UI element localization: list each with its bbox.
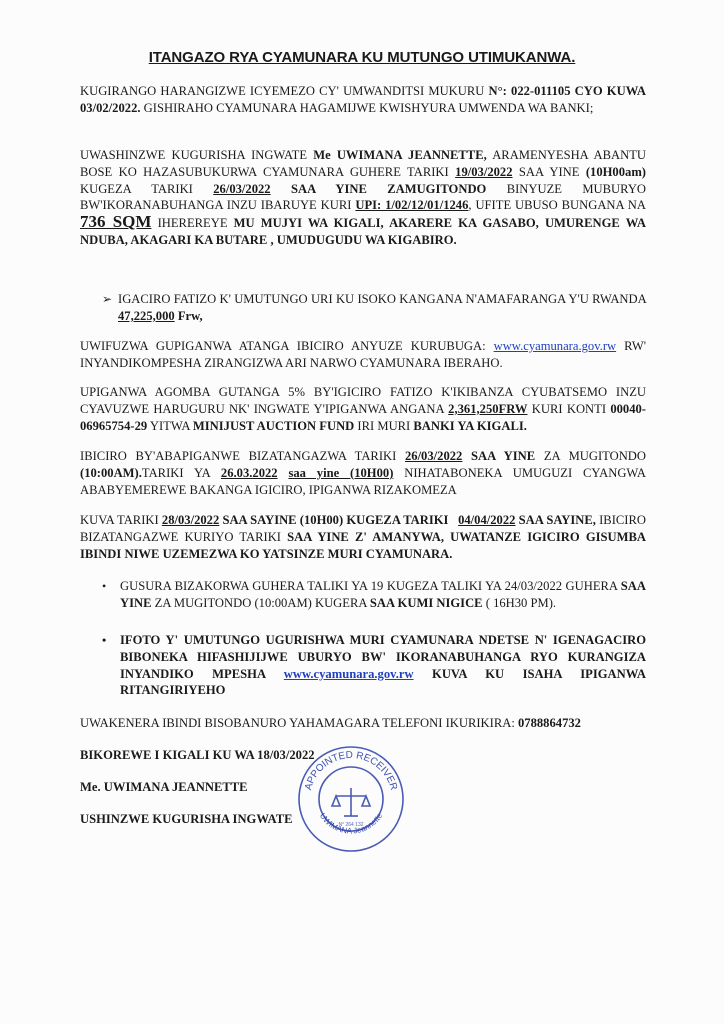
continuation-paragraph [80,512,646,562]
visit-start: SAA YINE [120,579,646,610]
stamp-top-text: APPOINTED RECEIVER [303,749,399,792]
official-stamp [296,744,406,854]
deposit-text-a: UPIGANWA AGOMBA GUTANGA 5% BY'IGICIRO FATIZO K'IKIBANZA CYUBATSEMO INZU CYAVUZWE HARUGURU NK' INGWATE Y'IPIGANWA ANGANA [80,385,646,416]
property-location: MU MUJYI WA KIGALI, AKARERE KA GASABO, UMURENGE WA NDUBA, AKAGARI KA BUTARE , UMUDUGUDU WA KIGABIRO. [80,216,646,247]
property-area: 736 SQM [80,212,152,232]
continuation-start-date: 28/03/2022 [161,513,220,527]
website-text-b: RW' INYANDIKOMPESHA ZIRANGIZWA ARI NARWO CYAMUNARA IBERAHO. [80,339,646,370]
document-title: ITANGAZO RYA CYAMUNARA KU MUTUNGO UTIMUKANWA. [148,49,576,66]
results-text-a: IBICIRO BY'ABAPIGANWE BIZATANGAZWA TARIKI [80,449,405,463]
start-date: 19/03/2022 [455,164,513,179]
signatory-role: USHINZWE KUGURISHA INGWATE [80,812,293,826]
results-text-c: ZA MUGITONDO [535,449,646,463]
photo-bullet [102,632,646,699]
property-upi: UPI: 1/02/12/01/1246 [355,198,469,213]
visit-end: SAA KUMI NIGICE [369,595,483,610]
photo-text-b: KUVA KU ISAHA IPIGANWA RITANGIRIYEHO [120,666,646,698]
auction-text-a: UWASHINZWE KUGURISHA INGWATE [80,148,314,162]
visit-bullet [102,578,646,612]
results-text-f: NIHATABONEKA UMUGUZI CYANGWA ABABYEMEREWE BAKANGA IGICIRO, IPIGANWA RIZAKOMEZA [80,465,647,497]
fund-name: MINIJUST AUCTION FUND [192,418,355,433]
auction-text-d: KUGEZA TARIKI [80,181,214,196]
base-price-amount: 47,225,000 [118,308,175,323]
visit-text-a: GUSURA BIZAKORWA GUHERA TALIKI YA 19 KUGEZA TALIKI YA 24/03/2022 GUHERA [120,579,621,593]
auction-text-g: , UFITE UBUSO BUNGANA NA [468,198,646,213]
results-time: SAA YINE [471,449,536,463]
deposit-text-c: YITWA [147,418,193,433]
end-time: SAA YINE ZAMUGITONDO [270,181,487,196]
deposit-paragraph [80,384,646,434]
auction-text-f: BINYUZE MUBURYO BW'IKORANABUHANGA INZU IBARUYE KURI [80,181,647,213]
intro-text-end: GISHIRAHO CYAMUNARA HAGAMIJWE KWISHYURA UMWENDA WA BANKI; [140,100,594,115]
continuation-end-time: SAA SAYINE, [515,513,596,527]
start-time: (10H00am) [585,164,647,179]
results-text-d: TARIKI YA [141,465,221,480]
results-paragraph [80,448,646,498]
photo-text-a: IFOTO Y' UMUTUNGO UGURISHWA MURI CYAMUNARA NDETSE N' IGENAGACIRO BIBONEKA HIFASHIJIJWE UBURYO BW' IKORANABUHANGA RYO KURANGIZA INYANDIKO MPESHA [120,633,646,681]
receiver-name: Me UWIMANA JEANNETTE, [313,148,487,162]
photo-website-link[interactable]: www.cyamunara.gov.rw [283,666,414,681]
contact-line [80,715,646,732]
auction-text-c: SAA YINE [512,164,586,179]
results-space-e [278,466,289,480]
intro-text: KUGIRANGO HARANGIZWE ICYEMEZO CY' UMWANDITSI MUKURU [80,84,489,98]
arrow-bullet-icon: ➢ [102,292,113,306]
visit-text-e: ( 16H30 PM). [482,595,557,610]
base-price-text: IGACIRO FATIZO K' UMUTUNGO URI KU ISOKO KANGANA N'AMAFARANGA Y'U RWANDA [118,292,646,306]
website-text-a: UWIFUZWA GUPIGANWA ATANGA IBICIRO ANYUZE KURUBUGA: [80,339,494,353]
results-date: 26/03/2022 [404,449,463,463]
continuation-text-a: KUVA TARIKI [80,513,162,527]
place-date: BIKOREWE I KIGALI KU WA 18/03/2022 [80,748,315,762]
visit-text-c: ZA MUGITONDO (10:00AM) KUGERA [151,595,370,610]
website-paragraph [80,338,646,372]
stamp-number: N° 264 132 [338,822,364,828]
results-time-am: (10:00AM). [80,465,142,480]
results-space-a [462,449,471,463]
continuation-text-g: , UWATANZE IGICIRO GISUMBA IBINDI NIWE UZEMEZWA KO YATSINZE MURI CYAMUNARA. [80,529,646,561]
account-number: 00040-06965754-29 [80,401,646,433]
deposit-text-b: KURI KONTI [527,401,611,416]
continuation-announce-time: SAA YINE Z' AMANYWA [287,529,441,544]
base-price-item [102,291,646,325]
auction-paragraph [80,147,646,249]
deposit-text-d: IRI MURI [354,418,414,433]
continuation-text-c: TARIKI [403,513,449,527]
website-link[interactable]: www.cyamunara.gov.rw [493,339,617,353]
decision-reference: N°: 022-011105 CYO KUWA 03/02/2022. [80,84,646,115]
end-date: 26/03/2022 [213,181,271,196]
auction-text-b: ARAMENYESHA ABANTU BOSE KO HAZASUBUKURWA CYAMUNARA GUHERE TARIKI [80,148,646,179]
continuation-text-e: IBICIRO BIZATANGAZWE KURIYO TARIKI [80,513,646,544]
bullet-dot-icon: • [102,579,107,593]
continuation-end-date: 04/04/2022 [458,513,516,527]
continuation-text-b: SAA SAYINE (10H00) KUGEZA [219,513,404,527]
intro-paragraph [80,83,646,117]
auction-text-h: IHEREREYE [151,216,234,231]
deposit-amount: 2,361,250FRW [448,401,528,416]
stamp-bottom-text: UWIMANA Jeannette [317,811,385,836]
bullet-dot-icon: • [102,633,107,647]
contact-text: UWAKENERA IBINDI BISOBANURO YAHAMAGARA TELEFONI IKURIKIRA: [80,716,518,730]
bank-name: BANKI YA KIGALI. [413,418,527,433]
results-time-2: saa yine (10H00) [288,465,394,480]
base-price-currency: Frw, [174,308,203,323]
signatory-name: Me. UWIMANA JEANNETTE [80,780,248,794]
results-date-2: 26.03.2022 [220,465,278,480]
phone-number: 0788864732 [517,716,581,730]
